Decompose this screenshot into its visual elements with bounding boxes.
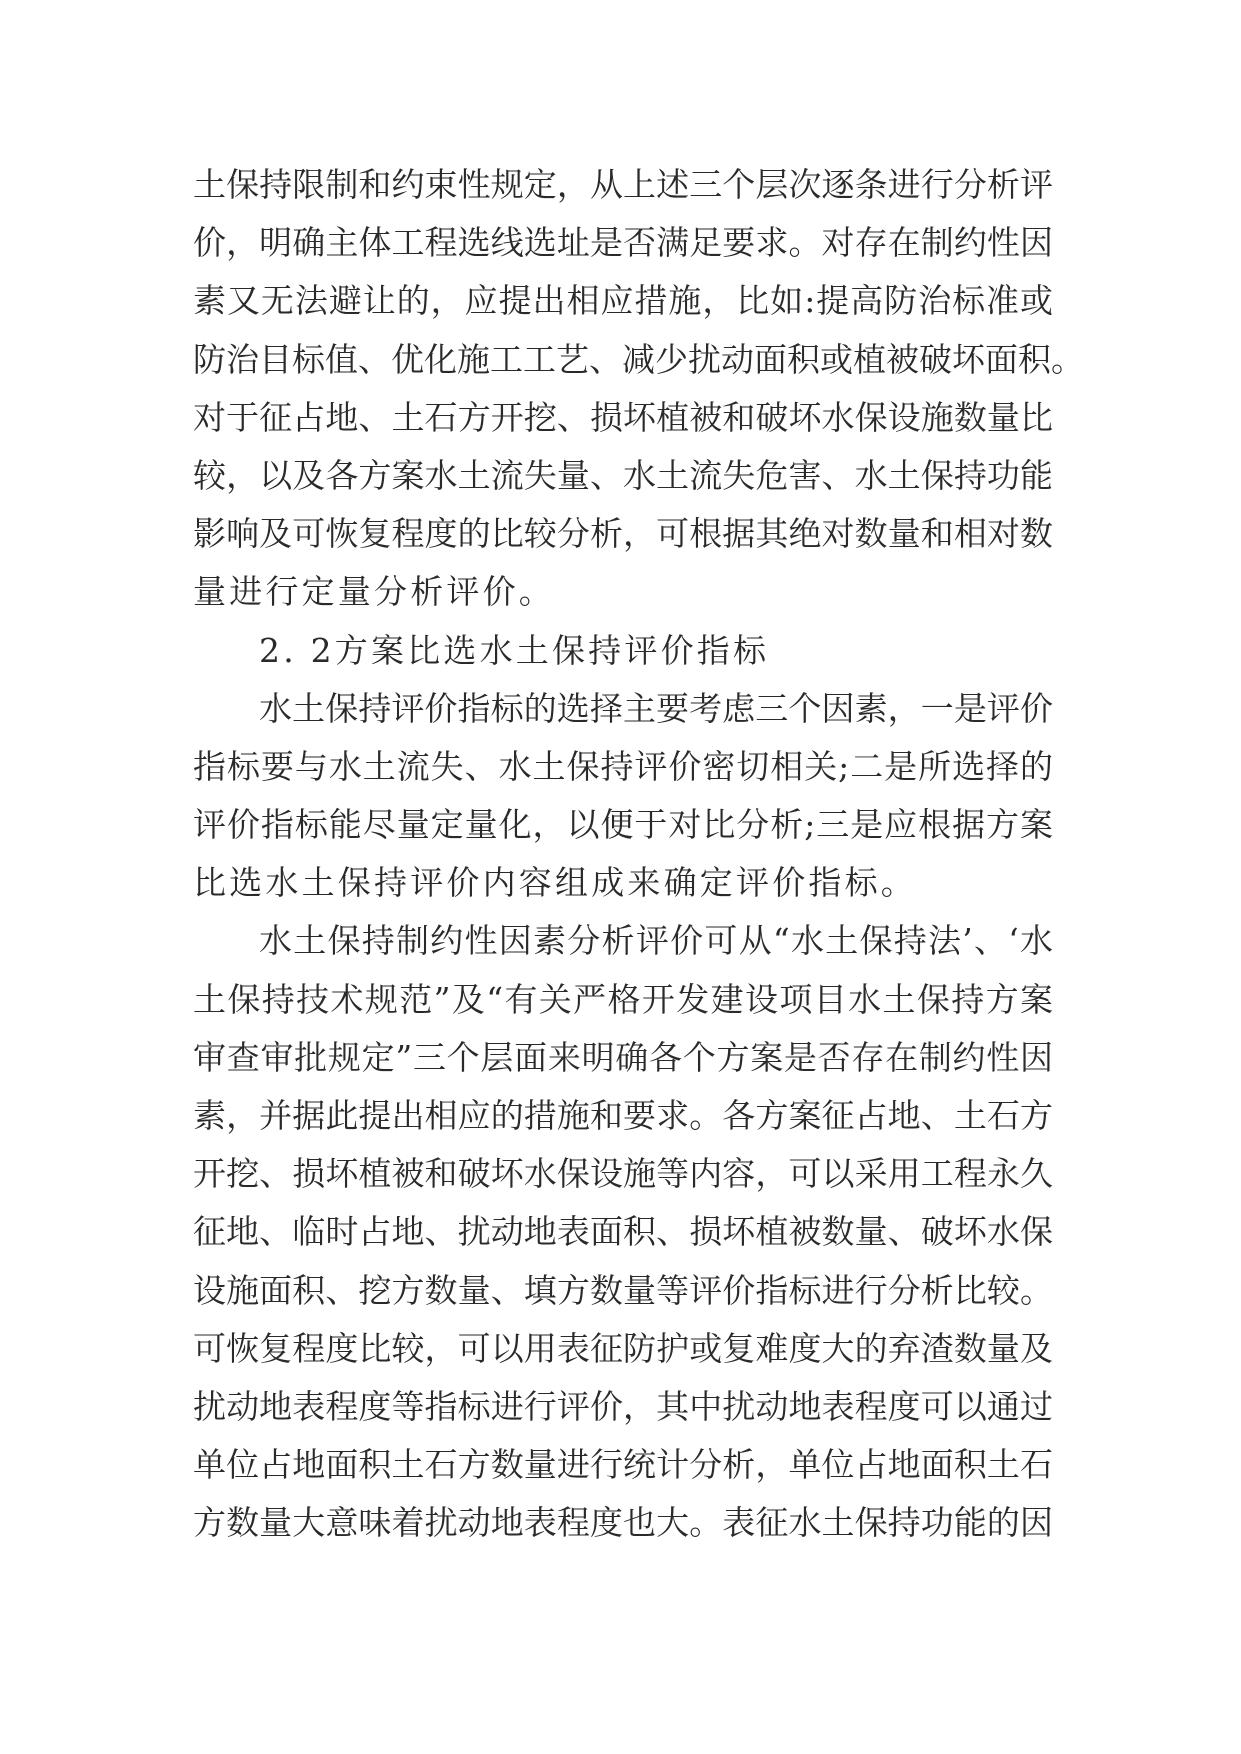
text-line: 素，并据此提出相应的措施和要求。各方案征占地、土石方 <box>193 1096 1053 1135</box>
text-line: 比选水土保持评价内容组成来确定评价指标。 <box>193 863 917 903</box>
text-line: 水土保持评价指标的选择主要考虑三个因素，一是评价 <box>259 688 1053 728</box>
text-line: 土保持技术规范”及“有关严格开发建设项目水土保持方案 <box>193 979 1053 1019</box>
text-line: 水土保持制约性因素分析评价可从“水土保持法’、‘水 <box>259 921 1053 961</box>
text-line: 对于征占地、土石方开挖、损坏植被和破坏水保设施数量比 <box>193 397 1053 437</box>
text-line: 评价指标能尽量定量化，以便于对比分析;三是应根据方案 <box>193 805 1053 845</box>
body-text <box>193 156 1084 1553</box>
text-line: 方数量大意味着扰动地表程度也大。表征水土保持功能的因 <box>193 1503 1053 1543</box>
text-line: 量进行定量分析评价。 <box>193 572 555 612</box>
text-line: 可恢复程度比较，可以用表征防护或复难度大的弃渣数量及 <box>193 1328 1053 1368</box>
text-line: 设施面积、挖方数量、填方数量等评价指标进行分析比较。 <box>193 1270 1053 1310</box>
text-line: 素又无法避让的，应提出相应措施，比如:提高防治标准或 <box>193 281 1053 321</box>
section-heading: 2. 2方案比选水土保持评价指标 <box>259 630 770 670</box>
text-line: 单位占地面积土石方数量进行统计分析，单位占地面积土石 <box>193 1445 1053 1485</box>
text-line: 影响及可恢复程度的比较分析，可根据其绝对数量和相对数 <box>193 514 1053 554</box>
text-line: 开挖、损坏植被和破坏水保设施等内容，可以采用工程永久 <box>193 1154 1053 1194</box>
text-line: 价，明确主体工程选线选址是否满足要求。对存在制约性因 <box>193 223 1053 263</box>
text-line: 指标要与水土流失、水土保持评价密切相关;二是所选择的 <box>193 746 1053 786</box>
text-line: 征地、临时占地、扰动地表面积、损坏植被数量、破坏水保 <box>193 1212 1053 1252</box>
text-line: 较，以及各方案水土流失量、水土流失危害、水土保持功能 <box>193 455 1053 495</box>
text-line: 土保持限制和约束性规定，从上述三个层次逐条进行分析评 <box>193 165 1053 204</box>
text-line: 审查审批规定”三个层面来明确各个方案是否存在制约性因 <box>193 1037 1053 1077</box>
text-line: 防治目标值、优化施工工艺、减少扰动面积或植被破坏面积。 <box>193 339 1084 379</box>
text-line: 扰动地表程度等指标进行评价，其中扰动地表程度可以通过 <box>193 1386 1053 1426</box>
